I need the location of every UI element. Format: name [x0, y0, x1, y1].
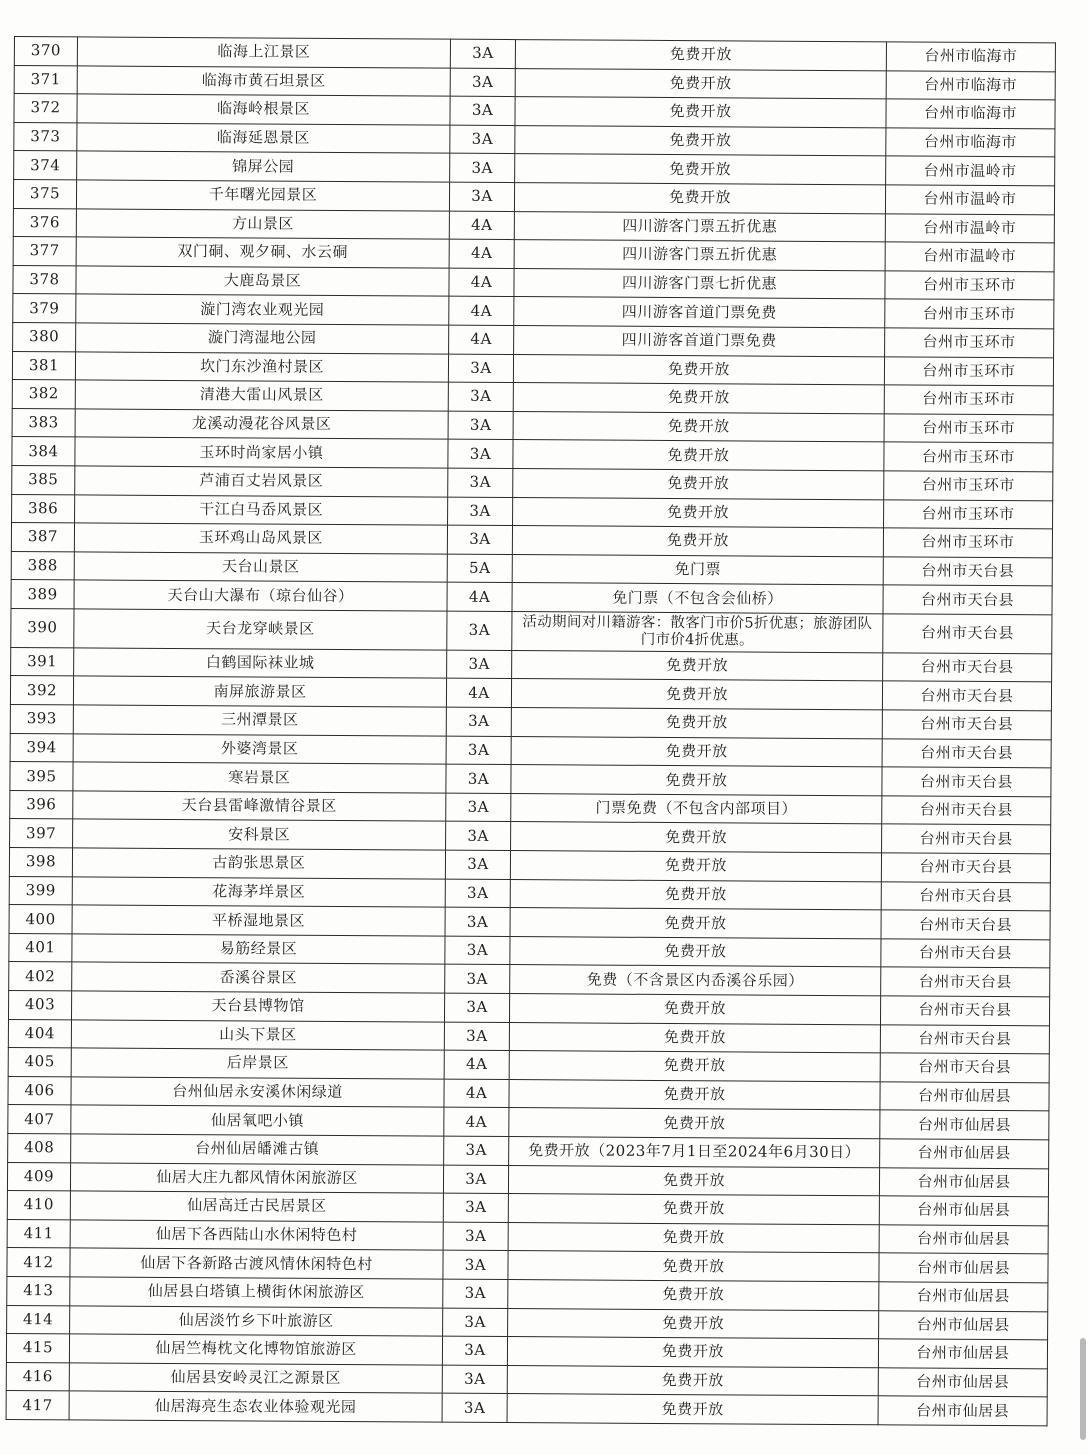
ticket-policy-cell: 免费开放 [508, 1308, 879, 1339]
scenic-name-cell: 干江白马岙风景区 [75, 494, 448, 525]
ticket-policy-cell: 免费开放 [515, 125, 886, 156]
region-cell: 台州市温岭市 [885, 213, 1054, 243]
region-cell: 台州市玉环市 [884, 385, 1053, 415]
row-number-cell: 405 [8, 1048, 71, 1077]
grade-cell: 3A [448, 354, 513, 383]
ticket-policy-cell: 免费开放 [512, 526, 883, 557]
grade-cell: 3A [447, 525, 512, 554]
row-number-cell: 404 [8, 1019, 71, 1048]
region-cell: 台州市仙居县 [878, 1396, 1047, 1426]
grade-cell: 3A [446, 707, 511, 736]
region-cell: 台州市天台县 [882, 681, 1051, 711]
region-cell: 台州市温岭市 [885, 185, 1054, 215]
grade-cell: 3A [442, 1365, 507, 1394]
scenic-name-cell: 锦屏公园 [77, 151, 450, 182]
document-page [6, 36, 1046, 1426]
scenic-name-cell: 外婆湾景区 [73, 734, 446, 765]
grade-cell: 3A [442, 1393, 507, 1422]
grade-cell: 3A [443, 1222, 508, 1251]
row-number-cell: 395 [10, 762, 73, 791]
row-number-cell: 399 [9, 876, 72, 905]
ticket-policy-cell: 免费开放 [509, 1108, 880, 1139]
scenic-name-cell: 白鹤国际袜业城 [74, 648, 447, 679]
row-number-cell: 380 [13, 322, 76, 351]
ticket-policy-cell: 四川游客首道门票免费 [514, 297, 885, 328]
row-number-cell: 409 [7, 1162, 70, 1191]
region-cell: 台州市玉环市 [884, 499, 1053, 529]
grade-cell: 3A [448, 439, 513, 468]
scenic-name-cell: 玉环鸡山岛风景区 [74, 523, 447, 554]
row-number-cell: 379 [13, 294, 76, 323]
ticket-policy-cell: 四川游客门票七折优惠 [514, 268, 885, 299]
ticket-policy-cell: 四川游客门票五折优惠 [514, 211, 885, 242]
scenic-name-cell: 寒岩景区 [73, 762, 446, 793]
scenic-name-cell: 玉环时尚家居小镇 [75, 437, 448, 468]
scenic-name-cell: 千年曙光园景区 [76, 180, 449, 211]
scenic-name-cell: 仙居海亮生态农业体验观光园 [69, 1391, 442, 1422]
row-number-cell: 403 [8, 990, 71, 1019]
scenic-name-cell: 坎门东沙渔村景区 [75, 351, 448, 382]
grade-cell: 3A [450, 96, 515, 125]
ticket-policy-cell: 免费开放 [508, 1194, 879, 1225]
grade-cell: 3A [444, 1022, 509, 1051]
row-number-cell: 374 [14, 151, 77, 180]
ticket-policy-cell: 免费开放 [508, 1251, 879, 1282]
region-cell: 台州市仙居县 [880, 1082, 1049, 1112]
ticket-policy-cell: 免费开放 [507, 1365, 878, 1396]
region-cell: 台州市临海市 [886, 42, 1055, 72]
row-number-cell: 387 [11, 523, 74, 552]
region-cell: 台州市仙居县 [879, 1310, 1048, 1340]
region-cell: 台州市温岭市 [885, 242, 1054, 272]
region-cell: 台州市玉环市 [885, 328, 1054, 358]
scrollbar-thumb[interactable] [1080, 1338, 1086, 1440]
grade-cell: 5A [447, 554, 512, 583]
scenic-name-cell: 天台龙穿峡景区 [74, 609, 447, 650]
grade-cell: 4A [449, 211, 514, 240]
ticket-policy-cell: 免费开放 [509, 994, 880, 1025]
ticket-policy-cell: 免费开放 [515, 68, 886, 99]
ticket-policy-cell: 免费开放 [511, 708, 882, 739]
row-number-cell: 377 [13, 237, 76, 266]
ticket-policy-cell: 免费开放 [511, 679, 882, 710]
row-number-cell: 402 [9, 962, 72, 991]
ticket-policy-cell: 免费开放 [508, 1222, 879, 1253]
row-number-cell: 394 [10, 733, 73, 762]
scenic-name-cell: 平桥湿地景区 [72, 905, 445, 936]
scenic-name-cell: 山头下景区 [71, 1019, 444, 1050]
scenic-name-cell: 岙溪谷景区 [72, 962, 445, 993]
grade-cell: 3A [445, 850, 510, 879]
grade-cell: 3A [444, 1136, 509, 1165]
ticket-policy-cell: 免费开放 [510, 936, 881, 967]
row-number-cell: 376 [13, 208, 76, 237]
scenic-name-cell: 芦浦百丈岩风景区 [75, 466, 448, 497]
scenic-name-cell: 清港大雷山风景区 [75, 380, 448, 411]
row-number-cell: 400 [9, 905, 72, 934]
ticket-policy-cell: 免费开放 [515, 40, 886, 71]
ticket-policy-cell: 门票免费（不包含内部项目） [511, 793, 882, 824]
row-number-cell: 388 [11, 551, 74, 580]
region-cell: 台州市天台县 [880, 1024, 1049, 1054]
table-body [6, 37, 1055, 1426]
row-number-cell: 412 [7, 1248, 70, 1277]
row-number-cell: 414 [7, 1305, 70, 1334]
scenic-name-cell: 台州仙居永安溪休闲绿道 [71, 1077, 444, 1108]
scenic-name-cell: 仙居大庄九都风情休闲旅游区 [70, 1162, 443, 1193]
grade-cell: 3A [450, 154, 515, 183]
grade-cell: 4A [446, 679, 511, 708]
region-cell: 台州市天台县 [881, 853, 1050, 883]
region-cell: 台州市玉环市 [884, 356, 1053, 386]
region-cell: 台州市天台县 [883, 614, 1052, 654]
grade-cell: 4A [449, 325, 514, 354]
region-cell: 台州市天台县 [881, 910, 1050, 940]
scenic-name-cell: 方山景区 [76, 208, 449, 239]
grade-cell: 3A [450, 39, 515, 68]
grade-cell: 3A [443, 1250, 508, 1279]
row-number-cell: 383 [12, 408, 75, 437]
scenic-name-cell: 三州潭景区 [73, 705, 446, 736]
grade-cell: 3A [445, 879, 510, 908]
ticket-policy-cell: 免费开放 [509, 1079, 880, 1110]
scenic-name-cell: 仙居氧吧小镇 [71, 1105, 444, 1136]
row-number-cell: 381 [12, 351, 75, 380]
grade-cell: 3A [445, 936, 510, 965]
grade-cell: 4A [447, 582, 512, 611]
ticket-policy-cell: 四川游客门票五折优惠 [514, 240, 885, 271]
grade-cell: 4A [449, 239, 514, 268]
scenic-name-cell: 后岸景区 [71, 1048, 444, 1079]
ticket-policy-cell: 免费开放 [515, 97, 886, 128]
row-number-cell: 397 [10, 819, 73, 848]
region-cell: 台州市天台县 [882, 738, 1051, 768]
ticket-policy-cell: 免费开放 [513, 468, 884, 499]
ticket-policy-cell: 免费开放 [511, 765, 882, 796]
region-cell: 台州市临海市 [886, 99, 1055, 129]
region-cell: 台州市玉环市 [884, 414, 1053, 444]
scenic-name-cell: 临海延恩景区 [77, 123, 450, 154]
scenic-name-cell: 天台山大瀑布（琼台仙谷） [74, 580, 447, 611]
region-cell: 台州市玉环市 [885, 299, 1054, 329]
row-number-cell: 382 [12, 380, 75, 409]
scenic-name-cell: 仙居下各新路古渡风情休闲特色村 [70, 1248, 443, 1279]
ticket-policy-cell: 活动期间对川籍游客：散客门市价5折优惠；旅游团队门市价4折优惠。 [512, 611, 883, 652]
region-cell: 台州市天台县 [883, 653, 1052, 683]
region-cell: 台州市仙居县 [878, 1368, 1047, 1398]
table-row [6, 1391, 1047, 1426]
grade-cell: 4A [444, 1079, 509, 1108]
scenic-name-cell: 仙居淡竹乡下叶旅游区 [70, 1305, 443, 1336]
region-cell: 台州市仙居县 [880, 1139, 1049, 1169]
row-number-cell: 391 [11, 647, 74, 676]
row-number-cell: 375 [13, 179, 76, 208]
region-cell: 台州市天台县 [881, 881, 1050, 911]
scenic-name-cell: 仙居县安岭灵江之源景区 [69, 1363, 442, 1394]
grade-cell: 4A [444, 1050, 509, 1079]
grade-cell: 3A [450, 125, 515, 154]
ticket-policy-cell: 免费开放 [509, 1022, 880, 1053]
row-number-cell: 389 [11, 580, 74, 609]
ticket-policy-cell: 免费开放 [512, 650, 883, 681]
grade-cell: 4A [449, 297, 514, 326]
region-cell: 台州市天台县 [881, 939, 1050, 969]
region-cell: 台州市临海市 [886, 70, 1055, 100]
ticket-policy-cell: 免费开放 [514, 183, 885, 214]
region-cell: 台州市天台县 [880, 996, 1049, 1026]
grade-cell: 3A [447, 611, 512, 650]
scenic-name-cell: 安科景区 [73, 819, 446, 850]
row-number-cell: 401 [9, 933, 72, 962]
row-number-cell: 378 [13, 265, 76, 294]
region-cell: 台州市玉环市 [885, 271, 1054, 301]
grade-cell: 3A [446, 793, 511, 822]
grade-cell: 3A [448, 411, 513, 440]
ticket-policy-cell: 免费开放 [510, 879, 881, 910]
ticket-policy-cell: 免费开放 [507, 1394, 878, 1425]
ticket-policy-cell: 免费（不含景区内岙溪谷乐园） [510, 965, 881, 996]
scenic-name-cell: 临海市黄石坦景区 [77, 65, 450, 96]
grade-cell: 3A [446, 736, 511, 765]
region-cell: 台州市天台县 [883, 585, 1052, 615]
region-cell: 台州市玉环市 [884, 442, 1053, 472]
grade-cell: 3A [448, 382, 513, 411]
scenic-name-cell: 漩门湾农业观光园 [76, 294, 449, 325]
ticket-policy-cell: 免费开放 [511, 736, 882, 767]
grade-cell: 3A [443, 1165, 508, 1194]
region-cell: 台州市临海市 [886, 128, 1055, 158]
grade-cell: 4A [449, 268, 514, 297]
row-number-cell: 415 [6, 1334, 69, 1363]
row-number-cell: 410 [7, 1191, 70, 1220]
row-number-cell: 396 [10, 790, 73, 819]
grade-cell: 3A [442, 1336, 507, 1365]
region-cell: 台州市天台县 [882, 796, 1051, 826]
grade-cell: 3A [444, 993, 509, 1022]
row-number-cell: 392 [10, 676, 73, 705]
row-number-cell: 384 [12, 437, 75, 466]
scenic-name-cell: 仙居竺梅枕文化博物馆旅游区 [69, 1334, 442, 1365]
row-number-cell: 373 [14, 122, 77, 151]
ticket-policy-cell: 免费开放 [511, 822, 882, 853]
grade-cell: 3A [443, 1279, 508, 1308]
scenic-name-cell: 南屏旅游景区 [73, 676, 446, 707]
row-number-cell: 417 [6, 1391, 69, 1420]
region-cell: 台州市玉环市 [884, 471, 1053, 501]
row-number-cell: 416 [6, 1362, 69, 1391]
scenic-name-cell: 古韵张思景区 [72, 848, 445, 879]
scenic-name-cell: 仙居高迁古民居景区 [70, 1191, 443, 1222]
ticket-policy-cell: 免费开放 [513, 411, 884, 442]
region-cell: 台州市仙居县 [879, 1282, 1048, 1312]
row-number-cell: 393 [10, 705, 73, 734]
region-cell: 台州市仙居县 [879, 1167, 1048, 1197]
scenic-name-cell: 龙溪动漫花谷风景区 [75, 409, 448, 440]
grade-cell: 3A [447, 650, 512, 679]
region-cell: 台州市温岭市 [886, 156, 1055, 186]
region-cell: 台州市仙居县 [880, 1110, 1049, 1140]
scenic-name-cell: 天台山景区 [74, 552, 447, 583]
ticket-policy-cell: 免费开放 [513, 354, 884, 385]
scenic-spots-table [6, 36, 1056, 1426]
scenic-name-cell: 仙居县白塔镇上横街休闲旅游区 [70, 1277, 443, 1308]
ticket-policy-cell: 免费开放 [507, 1337, 878, 1368]
grade-cell: 3A [450, 68, 515, 97]
row-number-cell: 372 [14, 94, 77, 123]
row-number-cell: 408 [8, 1133, 71, 1162]
ticket-policy-cell: 免费开放 [509, 1051, 880, 1082]
region-cell: 台州市仙居县 [879, 1253, 1048, 1283]
ticket-policy-cell: 四川游客首道门票免费 [514, 325, 885, 356]
region-cell: 台州市天台县 [883, 557, 1052, 587]
grade-cell: 3A [445, 907, 510, 936]
ticket-policy-cell: 免门票 [512, 554, 883, 585]
scenic-name-cell: 大鹿岛景区 [76, 266, 449, 297]
row-number-cell: 385 [12, 465, 75, 494]
ticket-policy-cell: 免费开放 [513, 497, 884, 528]
row-number-cell: 406 [8, 1076, 71, 1105]
region-cell: 台州市仙居县 [878, 1339, 1047, 1369]
row-number-cell: 370 [14, 37, 77, 66]
row-number-cell: 407 [8, 1105, 71, 1134]
ticket-policy-cell: 免费开放 [508, 1279, 879, 1310]
scenic-name-cell: 天台县雷峰激情谷景区 [73, 791, 446, 822]
scenic-name-cell: 临海上江景区 [77, 37, 450, 68]
row-number-cell: 411 [7, 1219, 70, 1248]
region-cell: 台州市天台县 [882, 767, 1051, 797]
ticket-policy-cell: 免费开放（2023年7月1日至2024年6月30日） [509, 1137, 880, 1168]
grade-cell: 4A [444, 1108, 509, 1137]
grade-cell: 3A [446, 764, 511, 793]
scenic-name-cell: 仙居下各西陆山水休闲特色村 [70, 1220, 443, 1251]
region-cell: 台州市天台县 [880, 1053, 1049, 1083]
row-number-cell: 398 [9, 848, 72, 877]
ticket-policy-cell: 免费开放 [513, 383, 884, 414]
ticket-policy-cell: 免费开放 [510, 851, 881, 882]
grade-cell: 3A [449, 182, 514, 211]
grade-cell: 3A [446, 822, 511, 851]
ticket-policy-cell: 免费开放 [508, 1165, 879, 1196]
region-cell: 台州市仙居县 [879, 1196, 1048, 1226]
table-row [11, 608, 1052, 653]
region-cell: 台州市天台县 [882, 710, 1051, 740]
region-cell: 台州市天台县 [882, 824, 1051, 854]
scenic-name-cell: 天台县博物馆 [71, 991, 444, 1022]
row-number-cell: 413 [7, 1276, 70, 1305]
row-number-cell: 390 [11, 608, 74, 647]
scenic-name-cell: 漩门湾湿地公园 [76, 323, 449, 354]
scenic-name-cell: 易筋经景区 [72, 934, 445, 965]
region-cell: 台州市玉环市 [883, 528, 1052, 558]
ticket-policy-cell: 免费开放 [510, 908, 881, 939]
scenic-name-cell: 花海茅垟景区 [72, 876, 445, 907]
ticket-policy-cell: 免费开放 [515, 154, 886, 185]
scenic-name-cell: 台州仙居皤滩古镇 [71, 1134, 444, 1165]
row-number-cell: 386 [12, 494, 75, 523]
grade-cell: 3A [448, 497, 513, 526]
row-number-cell: 371 [14, 65, 77, 94]
region-cell: 台州市仙居县 [879, 1225, 1048, 1255]
grade-cell: 3A [448, 468, 513, 497]
scenic-name-cell: 临海岭根景区 [77, 94, 450, 125]
region-cell: 台州市天台县 [881, 967, 1050, 997]
grade-cell: 3A [443, 1193, 508, 1222]
ticket-policy-cell: 免费开放 [513, 440, 884, 471]
ticket-policy-cell: 免门票（不包含会仙桥） [512, 583, 883, 614]
grade-cell: 3A [445, 965, 510, 994]
grade-cell: 3A [443, 1308, 508, 1337]
scenic-name-cell: 双门硐、观夕硐、水云硐 [76, 237, 449, 268]
